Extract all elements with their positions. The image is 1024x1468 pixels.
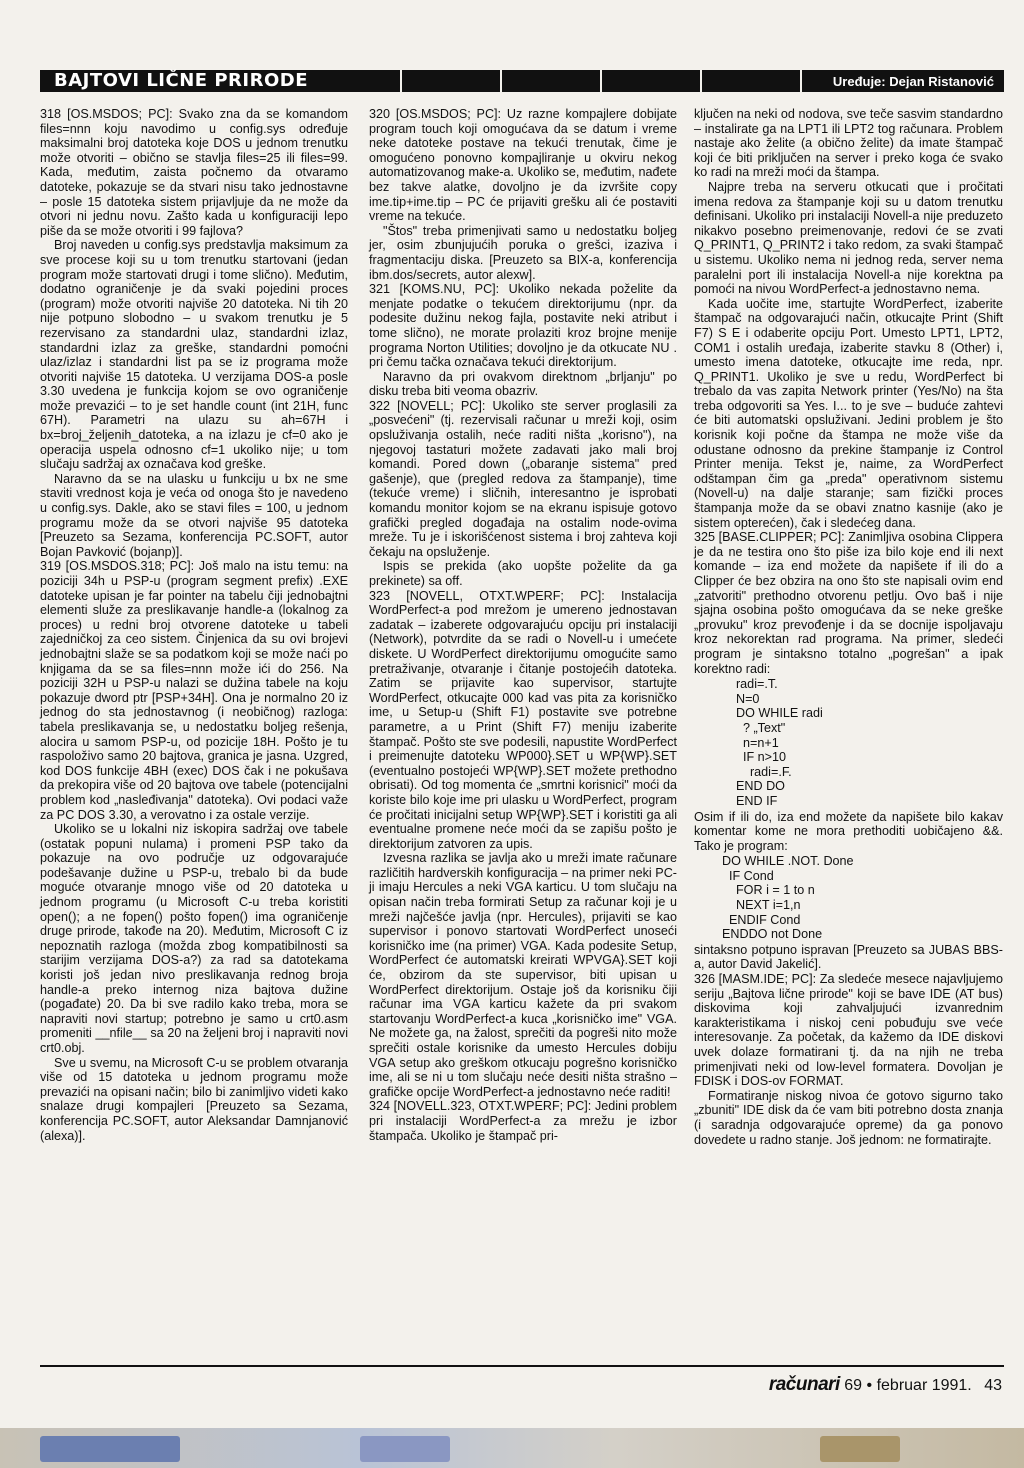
tip-323-paragraph: Izvesna razlika se javlja ako u mreži imate računare različitih hardverskih konfiguracija – na primer neki PC-ji imaju Hercules a neki VGA karticu. U tom slučaju na opisan način treba formirati Setup za računar koji je u mreži najčešće javlja (npr. Hercules), prijaviti se kao supervisor i ponovo startovati WordPerfect unoseći korisničko ime (na primer) VGA. Kada podesite Setup, WordPerfect će automatski kreirati WPVGA}.SET koji će, obzirom da ste supervisor, biti upisan u WordPerfect direktorijum. Ostaje još da korisniku čiji računar ima VGA karticu kažete da pri svakom startovanju WordPerfect-a kuca „korisničko ime" VGA. Ne možete ga, na žalost, sprečiti da pogreši nito može sprečiti ostale korisnike da umesto Hercules dobiju VGA setup ako greškom otkucaju pogrešno korisničko ime, ali se ni u tom slučaju neće desiti ništa strašno – grafičke opcije WordPerfect-a jednostavno neće raditi!: [369, 851, 677, 1099]
header-divider: [600, 70, 602, 92]
tip-318-paragraph: Naravno da se na ulasku u funkciju u bx ne sme staviti vrednost koja je veća od onoga što je navedeno u config.sys. Dakle, ako se stavi files = 100, u jednom programu može da se otvori najviše 95 datoteka [Preuzeto sa Sezama, konferencija PC.SOFT, autor Bojan Pavković (bojanp)].: [40, 471, 348, 559]
article-column-2: [369, 107, 677, 1143]
header-divider: [700, 70, 702, 92]
tip-320: 320 [OS.MSDOS; PC]: Uz razne kompajlere dobijate program touch koji omogućava da se datum i vreme neke datoteke postave na tekući trenutak, čime je omogućeno ponovno kompajliranje u okviru nekog automatizovanog make-a. Ukoliko se, međutim, nađete bez takve alatke, dovoljno je da izvršite copy ime.tip+ime.tip – PC će prijaviti grešku ali će postaviti vreme na tekuće.: [369, 107, 677, 224]
tip-322: 322 [NOVELL; PC]: Ukoliko ste server proglasili za „posvećeni" (tj. rezervisali računar u mreži koji, osim opsluživanja ostalih, neće raditi ništa „korisno"), na njegovoj tastaturi možete zadavati jako mali broj komandi. Pored down („obaranje sistema" pred gašenje), que (pregled redova za štampanje), time (tekuće vreme) i sličnih, interesantno je isprobati komandu monitor kojom se na ekranu ispisuje gotovo grafički pregled događaja na ostalim node-ovima mreže. Tu je i iskorišćenost sistema i broj zahteva koji čekaju na opsluženje.: [369, 398, 677, 559]
tip-319-paragraph: Sve u svemu, na Microsoft C-u se problem otvaranja više od 15 datoteka u jednom programu može prevazići na opisani način; bilo bi zanimljivo videti kako snalaze drugi kompajleri [Preuzeto sa Sezama, konferencija PC.SOFT, autor Aleksandar Damnjanović (alexa)].: [40, 1055, 348, 1143]
scan-artifact: [820, 1436, 900, 1462]
tip-324-continued: ključen na neki od nodova, sve teče sasvim standardno – instalirate ga na LPT1 ili LPT2 tog računara. Problem nastaje ako želite (a obično želite) da imate štampač koji će biti priključen na server i preko koga će svako ko radi na mreži moći da štampa.: [694, 107, 1003, 180]
issue-info: 69 • februar 1991.: [844, 1377, 972, 1394]
magazine-logo: računari: [768, 1374, 840, 1395]
tip-319: 319 [OS.MSDOS.318; PC]: Još malo na istu temu: na poziciji 34h u PSP-u (program segment prefix) .EXE datoteke upisan je far pointer na tabelu čiji jednobajtni elementi služe za preslikavanje handle-a (lokalnog za proces) u redni broj otvorene datoteke u tabeli zajedničkoj za ceo sistem. Činjenica da su ovi brojevi jednobajtni slaže se sa podatkom koji se može naći po knjigama da se sa files=nnn može ići do 256. Na poziciji 32H u PSP-u nalazi se dužina tabele na koju pokazuje dword ptr [PSP+34H]. Ona je normalno 20 iz jednog do sta jednostavnog (i neobičnog) razloga: tabela preslikavanja se, u nedostatku boljeg rešenja, alocira u samom PSP-u, od pozicije 18H. Pošto je tu raspoloživo samo 20 bajtova, granica je jasna. Uzgred, kod DOS funkcije 4BH (exec) DOS čak i ne pokušava da prekopira više od 20 bajtova ove tabele (potencijalni problem kod „nasleđivanja" datoteka). Ovi podaci važe za PC DOS 3.30, a verovatno i za ostale verzije.: [40, 559, 348, 822]
page-number: 43: [984, 1377, 1002, 1394]
tip-323: 323 [NOVELL, OTXT.WPERF; PC]: Instalacija WordPerfect-a pod mrežom je umereno jednostavan zadatak – izaberete odgovarajuću opciju pri instalaciji (Network), potvrdite da se radi o Novell-u i umećete diskete. U WordPerfect direktorijumu omogućite samo pretraživanje, otvaranje i čitanje postojećih datoteka. Zatim se prijavite kao supervisor, startujte WordPerfect, otkucajte 000 kad vas pita za korisničko ime, u Setup-u (Shift F1) postavite sve potrebne parametre, a u Print (Shift F7) meniju izaberite štampač. Pošto ste sve podesili, napustite WordPerfect i preimenujte datoteku WP000}.SET u WP{WP}.SET (eventualno postojeći WP{WP}.SET možete prethodno obrisati). Od tog momenta će „smrtni korisnici" moći da koriste bilo koje ime pri ulasku u WordPerfect, program će pročitati inicijalni setup WP{WP}.SET i koristiti ga ali eventualne promene neće moći da se zapišu pošto je direktorijum zatvoren za upis.: [369, 588, 677, 851]
tip-324-paragraph: Kada uočite ime, startujte WordPerfect, izaberite štampač na odgovarajući način, otkucajte Print (Shift F7) S E i odaberite opciju Port. Umesto LPT1, LPT2, COM1 i ostalih uređaja, izaberite stavku 8 (Other) i, umesto imena datoteke, otkucajte ime reda, npr. Q_PRINT1. Ukoliko je sve u redu, WordPerfect bi trebalo da vas zapita Network printer (Yes/No) na šta treba odgovoriti sa Yes. I... to je sve – buduće zahtevi će biti automatski opsluživani. Jedini problem je što korisnik koji počne da štampa ne može više da odustane odnosno da prekine štampanje iz Control Printer menija. Tekst je, naime, za WordPerfect odštampan čim ga „preda" operativnom sistemu (Novell-u) na dalje staranje; sam fizički proces štampanja može da se obavi znatno kasnije (ako je sistem opterećen), čak i sledećeg dana.: [694, 296, 1003, 530]
code-listing: DO WHILE .NOT. Done IF Cond FOR i = 1 to n NEXT i=1,n ENDIF Cond ENDDO not Done: [721, 854, 854, 942]
scan-edge-strip: [0, 1428, 1024, 1468]
section-editor: Uređuje: Dejan Ristanović: [832, 74, 994, 89]
tip-319-paragraph: Ukoliko se u lokalni niz iskopira sadržaj ove tabele (ostatak popuni nulama) i promeni PSP tako da pokazuje na ovo područje uz odgovarajuće podešavanje dužine u PSP-u, trebalo bi da bude moguće otvaranje mnogo više od 20 datoteka u jednom programu (u Microsoft C-u treba koristiti open(); a ne fopen() pošto fopen() ima ograničenje druge prirode, takođe na 20). Međutim, Microsoft C iz nepoznatih razloga (možda zbog kompatibilnosti sa starijim verzijama DOS-a?) za rad sa datotekama koristi još jedan nivo preslikavanja rednog broja handle-a preko internog niza bajtova dužine (pogađate) 20. Da bi sve radilo kako treba, mora se napraviti novi startup; potrebno je samo u crt0.asm promeniti __nfile__ sa 20 na željeni broj i napraviti novi crt0.obj.: [40, 822, 348, 1055]
tip-324-paragraph: Najpre treba na serveru otkucati que i pročitati imena redova za štampanje koji su u datom trenutku definisani. Ukoliko pri instalaciji Novell-a nije preduzeto nikakvo posebno preimenovanje, redovi će se zvati Q_PRINT1, Q_PRINT2 i tako redom, za svaki štampač u sistemu. Ukoliko nema ni jednog reda, server nema paralelni port ili instalacija Novell-a nije korektna pa pomoći na nivou WordPerfect-a jednostavno nema.: [694, 179, 1003, 297]
tip-318: 318 [OS.MSDOS; PC]: Svako zna da se komandom files=nnn koju navodimo u config.sys određuje maksimalni broj datoteka koje DOS u jednom trenutku može otvoriti – obično se stavlja files=25 ili files=99. Kada, međutim, zaista počnemo da otvaramo datoteke, pokazuje se da stvari nisu tako jednostavne – posle 15 datoteka sistem prijavljuje da ne može da otvori ni jednu novu. Zašto kada u konfiguraciji lepo piše da se može otvoriti i 99 fajlova?: [40, 107, 348, 238]
page-footer: [769, 1375, 1002, 1396]
tip-320-paragraph: "Štos" treba primenjivati samo u nedostatku boljeg jer, osim zbunjujućih poruka o grešci, izaziva i fragmentaciju diska. [Preuzeto sa BIX-a, konferencija ibm.dos/secrets, autor alexw].: [369, 223, 677, 282]
tip-322-paragraph: Ispis se prekida (ako uopšte poželite da ga prekinete) sa off.: [369, 559, 677, 588]
header-divider: [400, 70, 402, 92]
tip-321: 321 [KOMS.NU, PC]: Ukoliko nekada poželite da menjate podatke o tekućem direktorijumu (npr. da podesite dužinu nekog fajla, postavite neki atribut i tome slično), ne morate prolaziti kroz brojne menije programa Norton Utilities; dovoljno je da otkucate NU . pri čemu tačka označava tekući direktorijum.: [369, 282, 677, 370]
tip-318-paragraph: Broj naveden u config.sys predstavlja maksimum za sve procese koji su u tom trenutku startovani (jedan program može startovati drugi i tome slično). Međutim, dodatno ograničenje je da svaki pojedini proces (program) može otvoriti najviše 20 datoteka. Ni tih 20 nije potpuno slobodno – u svakom trenutku je 5 rezervisano za standardni ulaz, standardni izlaz, standardni izlaz za greške, standardni pomoćni ulaz/izlaz i standardni list pa se iz programa može otvoriti najviše 15 datoteka. U verzijama DOS-a posle 3.30 uvedena je funkcija kojom se ovo ograničenje može prevazići – to je set handle count (int 21H, func 67H). Parametri na ulazu su ah=67H i bx=broj_željenih_datoteka, a na izlazu je cf=0 ako je operacija uspela odnosno cf=1 ukoliko nije; u tom slučaju sadržaj ax označava kod greške.: [40, 238, 348, 472]
header-divider: [800, 70, 802, 92]
tip-326-paragraph: Formatiranje niskog nivoa će gotovo sigurno tako „zbuniti" IDE disk da će vam biti potrebno dosta znanja (i saradnja odgovarajuće opreme) da ga ponovo dovedete u radno stanje. Još jednom: ne formatirajte.: [694, 1088, 1003, 1147]
section-header-bar: [40, 70, 1004, 92]
tip-325: 325 [BASE.CLIPPER; PC]: Zanimljiva osobina Clippera je da ne testira ono što piše iza bilo koje end ili next komande – iza end možete da napišete if ili do a Clipper će bez obzira na ono što ste napisali ovim end „zatvoriti" prethodno otvorenu petlju. Ovo baš i nije sjajna osobina pošto omogućava da se neke greške „provuku" kroz prevođenje i da se docnije ispoljavaju kroz nekorektan rad programa. Na primer, sledeći program je sintaksno totalno „pogrešan" a ipak korektno radi:: [694, 530, 1003, 676]
section-title: BAJTOVI LIČNE PRIRODE: [54, 70, 308, 91]
tip-321-paragraph: Naravno da pri ovakvom direktnom „brljanju" po disku treba biti veoma obazriv.: [369, 369, 677, 399]
article-column-1: [40, 107, 348, 1143]
article-column-3: [694, 107, 1003, 1147]
code-listing: radi=.T. N=0 DO WHILE radi ? „Text" n=n+1 IF n>10 radi=.F. END DO END IF: [735, 677, 823, 808]
scan-artifact: [360, 1436, 450, 1462]
scan-artifact: [40, 1436, 180, 1462]
footer-rule: [40, 1365, 1004, 1367]
tip-325-paragraph: Osim if ili do, iza end možete da napišete bilo kakav komentar kome ne mora prethoditi uobičajeno &&. Tako je program:: [694, 809, 1003, 853]
tip-326: 326 [MASM.IDE; PC]: Za sledeće mesece najavljujemo seriju „Bajtova lične prirode" koji se bave IDE (AT bus) diskovima koji zahvaljujući izvanrednim karakteristikama i niskoj ceni pobuđuju sve veće interesovanje. Za početak, da kažemo da IDE diskovi uvek dolaze formatirani tj. da na njih ne treba primenjivati neki od low-level formatera. Dovoljan je FDISK i DOS-ov FORMAT.: [694, 972, 1003, 1089]
header-divider: [500, 70, 502, 92]
tip-324: 324 [NOVELL.323, OTXT.WPERF; PC]: Jedini problem pri instalaciji WordPerfect-a za mrežu je izbor štampača. Ukoliko je štampač pri-: [369, 1099, 677, 1143]
tip-325-paragraph: sintaksno potpuno ispravan [Preuzeto sa JUBAS BBS-a, autor David Jakelić].: [694, 942, 1003, 972]
